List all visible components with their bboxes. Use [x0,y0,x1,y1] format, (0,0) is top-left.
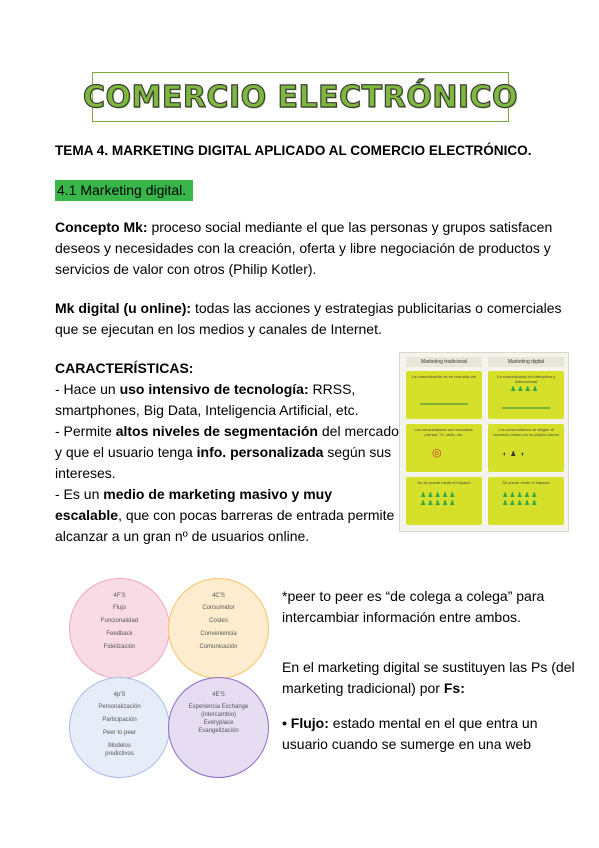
flujo-bullet [282,713,582,755]
target-icon: ◎ [432,447,443,459]
comparison-left-header: Marketing tradicional [406,357,482,367]
circle-4ps [69,677,170,778]
bullet-text: - Permite [55,423,116,439]
comparison-right-header: Marketing digital [488,357,564,367]
bullet-text: RRSS, smartphones, Big Data, Inteligencia Artificial, etc. [55,381,359,418]
circle-item: Peer to peer [102,730,137,736]
tema-heading: TEMA 4. MARKETING DIGITAL APLICADO AL COMERCIO ELECTRÓNICO. [55,143,532,158]
bullet-bold: altos niveles de segmentación [115,423,318,439]
cell-caption: La comunicación es en una sola vía [412,374,476,379]
bullet-bold: info. personalizada [196,444,324,460]
flujo-label: • Flujo: [282,715,329,731]
circle-item: Flujo [112,605,126,611]
circle-title: 4p'S [113,692,126,698]
comparison-cell [406,371,482,419]
circle-4fs [69,578,170,679]
circle-4cs [168,578,269,679]
comparison-cell [406,477,482,525]
circle-title: 4C'S [212,593,225,599]
mk-digital-label: Mk digital (u online): [55,300,192,316]
circle-item: Experiencia Exchange (intercambio) Everyplace Evangelización [188,704,249,734]
circle-item: Conveniencia [200,631,237,637]
bullet-tecnologia [55,379,400,421]
bullet-bold: medio de marketing masivo y muy escalable [55,486,332,523]
cell-caption: Los consumidores son buscados: prensa, TV, radio, etc. [414,427,474,437]
circle-item: Funcionalidad [100,618,139,624]
circle-title: 4F'S [113,593,126,599]
sustituyen-text: En el marketing digital se sustituyen las Ps (del marketing tradicional) por [282,659,575,696]
bullet-text: - Hace un [55,381,120,397]
circle-item: Consumidor [202,605,235,611]
cell-caption: No se puede medir el impacto [417,480,471,485]
circle-item: Comunicación [199,644,238,650]
mk-digital-paragraph [55,298,575,340]
comparison-cell [488,477,564,525]
caracteristicas-heading: CARACTERÍSTICAS: [55,360,194,376]
section-heading: 4.1 Marketing digital. [55,180,193,201]
concepto-paragraph [55,217,575,280]
bullet-segmentacion [55,421,400,484]
circle-item: Feedback [106,631,133,637]
title-box [82,72,519,122]
circle-item: Personalización [98,704,141,710]
four-circles-diagram [65,578,275,778]
mk-digital-text: todas las acciones y estrategias publicitarias o comerciales que se ejecutan en los medios y canales de Internet. [55,300,562,337]
wifi-icon: ◖ ♟ ◗ [502,451,526,458]
circle-item: Costes [209,618,228,624]
comparison-cell [488,371,564,419]
people-grid-icon: ♟♟♟♟♟ ♟♟♟♟♟ [502,492,539,507]
bullet-text: - Es un [55,486,104,502]
sustituyen-bold: Fs: [443,680,465,696]
concepto-label: Concepto Mk: [55,219,148,235]
bullet-masivo [55,484,400,547]
document-title: COMERCIO ELECTRÓNICO [82,79,519,115]
bullet-text: del mercado y que el usuario tenga [55,423,399,460]
circle-title: 4E'S [212,692,225,698]
two-way-arrow-icon [502,407,550,409]
bullet-text: , que con pocas barreras de entrada permite alcanzar a un gran nº de usuarios online. [55,507,395,544]
circle-item: Fidelización [103,644,136,650]
comparison-cell [488,424,564,472]
peer-note: *peer to peer es “de colega a colega” para intercambiar información entre ambos. [282,588,545,625]
cell-caption: Los consumidores se dirigen al comercio online por su propia cuenta [493,427,559,437]
flujo-text: estado mental en el que entra un usuario cuando se sumerge en una web [282,715,538,752]
people-grid-icon: ♟♟♟♟♟ ♟♟♟♟♟ [420,492,457,507]
circle-4es [168,677,269,778]
concepto-text: proceso social mediante el que las personas y grupos satisfacen deseos y necesidades con la creación, oferta y libre negociación de productos y servicios de valor con otros (Philip Kotler). [55,219,553,277]
comparison-cell [406,424,482,472]
circle-item: Participación [102,717,137,723]
arrow-right-icon [420,403,468,405]
comparison-image [399,352,569,532]
caracteristicas-block [55,358,400,547]
bullet-bold: uso intensivo de tecnología: [119,381,309,397]
sustituyen-paragraph [282,657,582,699]
cell-caption: Se puede medir el impacto [502,480,550,485]
people-icon: ♟♟♟♟ [510,386,540,393]
circle-item: Modelos predictivos [105,743,134,757]
bullet-text: según sus intereses. [55,444,392,481]
cell-caption: La comunicación es interactiva y bidireccional [497,374,555,384]
